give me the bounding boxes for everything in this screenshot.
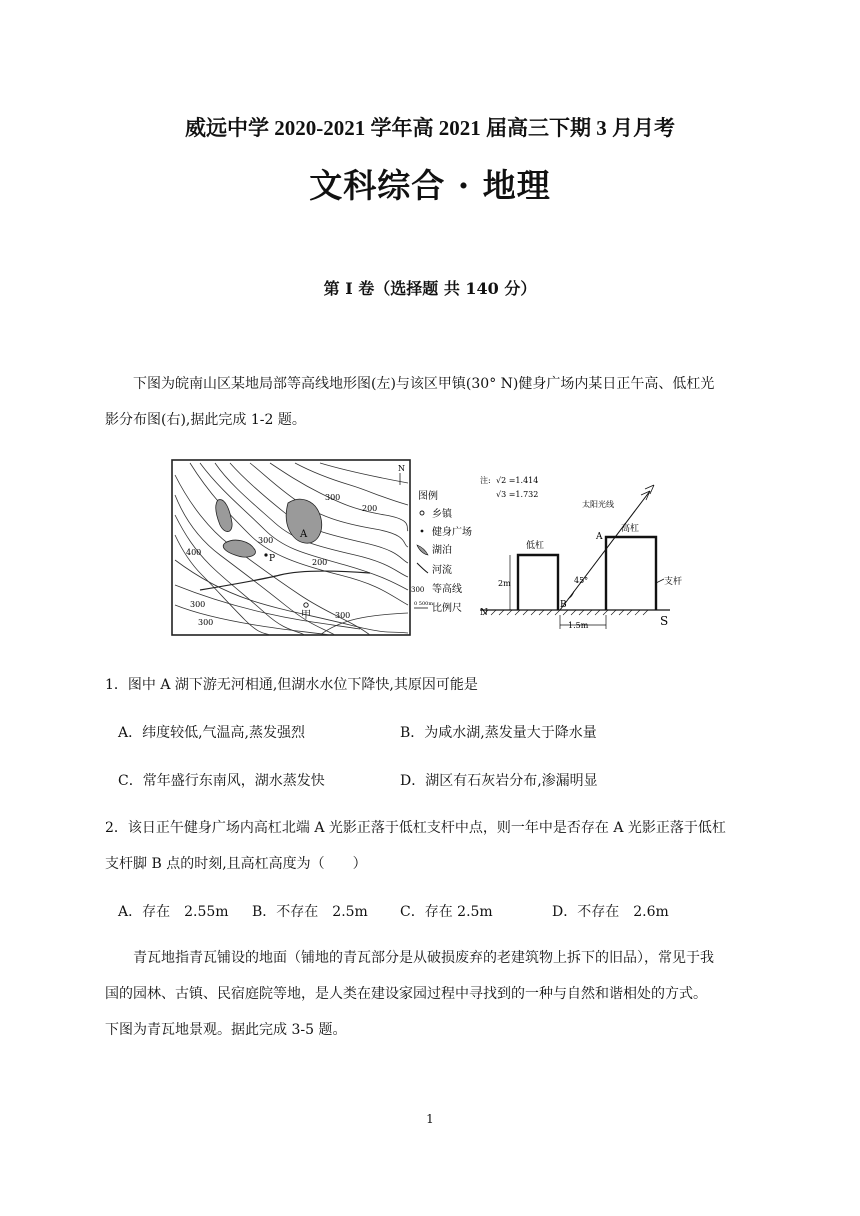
intro-line: 下图为青瓦地景观。据此完成 3-5 题。 xyxy=(105,1022,347,1038)
town-label: 甲 xyxy=(301,610,311,621)
q1-option-a: A．纬度较低,气温高,蒸发强烈 xyxy=(118,725,306,741)
q2-option-d: D．不存在 2.6m xyxy=(552,904,669,920)
contour-label: 400 xyxy=(186,548,202,557)
high-bar xyxy=(606,537,656,610)
point-a-label: A xyxy=(596,532,603,542)
q1-option-b: B．为咸水湖,蒸发量大于降水量 xyxy=(400,725,597,741)
height-label: 2m xyxy=(498,579,511,588)
question-1 xyxy=(105,667,765,703)
legend xyxy=(411,489,472,614)
angle-label: 45° xyxy=(574,576,589,585)
subject-title: 文科综合 · 地理 xyxy=(309,166,551,205)
sun-ray-arrow-icon xyxy=(641,485,654,500)
scale-legend-sample: 0 500m xyxy=(414,601,434,607)
low-bar xyxy=(518,555,558,610)
legend-item: 健身广场 xyxy=(432,527,472,538)
river-legend-icon xyxy=(417,563,428,573)
section-title: 第 I 卷（选择题 共 140 分） xyxy=(323,279,537,298)
sun-ray-label: 太阳光线 xyxy=(582,500,614,509)
point-b-label: B xyxy=(560,600,567,610)
note-sqrt3: √3 =1.732 xyxy=(496,490,539,499)
legend-title: 图例 xyxy=(418,491,438,502)
contour-label: 200 xyxy=(312,558,328,567)
map-north-label: N xyxy=(398,464,405,473)
q2-option-c: C．存在 2.5m xyxy=(400,904,493,920)
distance-label: 1.5m xyxy=(568,621,589,630)
high-bar-label: 高杠 xyxy=(621,524,640,534)
ground-north-label: N xyxy=(480,608,488,618)
contour-map xyxy=(172,460,410,635)
contour-label: 300 xyxy=(198,618,214,627)
school-title: 威远中学 2020-2021 学年高 2021 届高三下期 3 月月考 xyxy=(185,116,675,140)
q1-option-c: C．常年盛行东南风，湖水蒸发快 xyxy=(118,773,325,789)
legend-item: 乡镇 xyxy=(432,509,452,520)
contour-legend-sample: 300 xyxy=(411,586,425,594)
note-sqrt2: √2 =1.414 xyxy=(496,476,539,485)
legend-item: 比例尺 xyxy=(432,603,462,614)
figure xyxy=(170,455,683,640)
intro-line: 国的园林、古镇、民宿庭院等地，是人类在建设家园过程中寻找到的一种与自然和谐相处的方式。 xyxy=(105,986,707,1002)
question-stem-line: 支杆脚 B 点的时刻,且高杠高度为（ ） xyxy=(105,856,367,872)
contour-label: 300 xyxy=(190,600,206,609)
ground-south-label: S xyxy=(660,614,669,628)
intro-line: 青瓦地指青瓦铺设的地面（铺地的青瓦部分是从破损废弃的老建筑物上拆下的旧品），常见于我 xyxy=(133,950,714,966)
contour-label: 300 xyxy=(258,536,274,545)
lake-a-label: A xyxy=(300,529,308,540)
q1-option-d: D．湖区有石灰岩分布,渗漏明显 xyxy=(400,773,598,789)
question-2 xyxy=(105,810,765,882)
point-p-dot xyxy=(264,553,267,556)
question-stem: 1．图中 A 湖下游无河相通,但湖水水位下降快,其原因可能是 xyxy=(105,677,478,693)
page-number: 1 xyxy=(426,1112,434,1126)
point-p-label: P xyxy=(269,554,276,564)
support-label: 支杆 xyxy=(664,577,683,587)
intro-line: 下图为皖南山区某地局部等高线地形图(左)与该区甲镇(30° N)健身广场内某日正午高、低杠光 xyxy=(133,376,715,392)
low-bar-label: 低杠 xyxy=(526,541,545,551)
q2-option-a: A．存在 2.55m xyxy=(118,904,229,920)
plaza-legend-icon xyxy=(421,530,424,533)
legend-item: 等高线 xyxy=(432,584,462,595)
legend-item: 河流 xyxy=(432,565,452,576)
question-stem-line: 2．该日正午健身广场内高杠北端 A 光影正落于低杠支杆中点，则一年中是否存在 A 光影正落于低杠 xyxy=(105,820,726,836)
town-legend-icon xyxy=(420,511,424,515)
contour-label: 300 xyxy=(335,611,351,620)
legend-item: 湖泊 xyxy=(432,545,452,556)
shadow-diagram xyxy=(480,475,682,630)
lake-legend-icon xyxy=(417,545,428,555)
intro-line: 影分布图(右),据此完成 1-2 题。 xyxy=(105,412,306,428)
intro-paragraph-1 xyxy=(105,366,765,438)
q2-option-b: B．不存在 2.5m xyxy=(252,904,368,920)
contour-label: 200 xyxy=(362,504,378,513)
intro-paragraph-2 xyxy=(105,940,765,1048)
note-label: 注: xyxy=(480,476,491,485)
contour-label: 300 xyxy=(325,493,341,502)
